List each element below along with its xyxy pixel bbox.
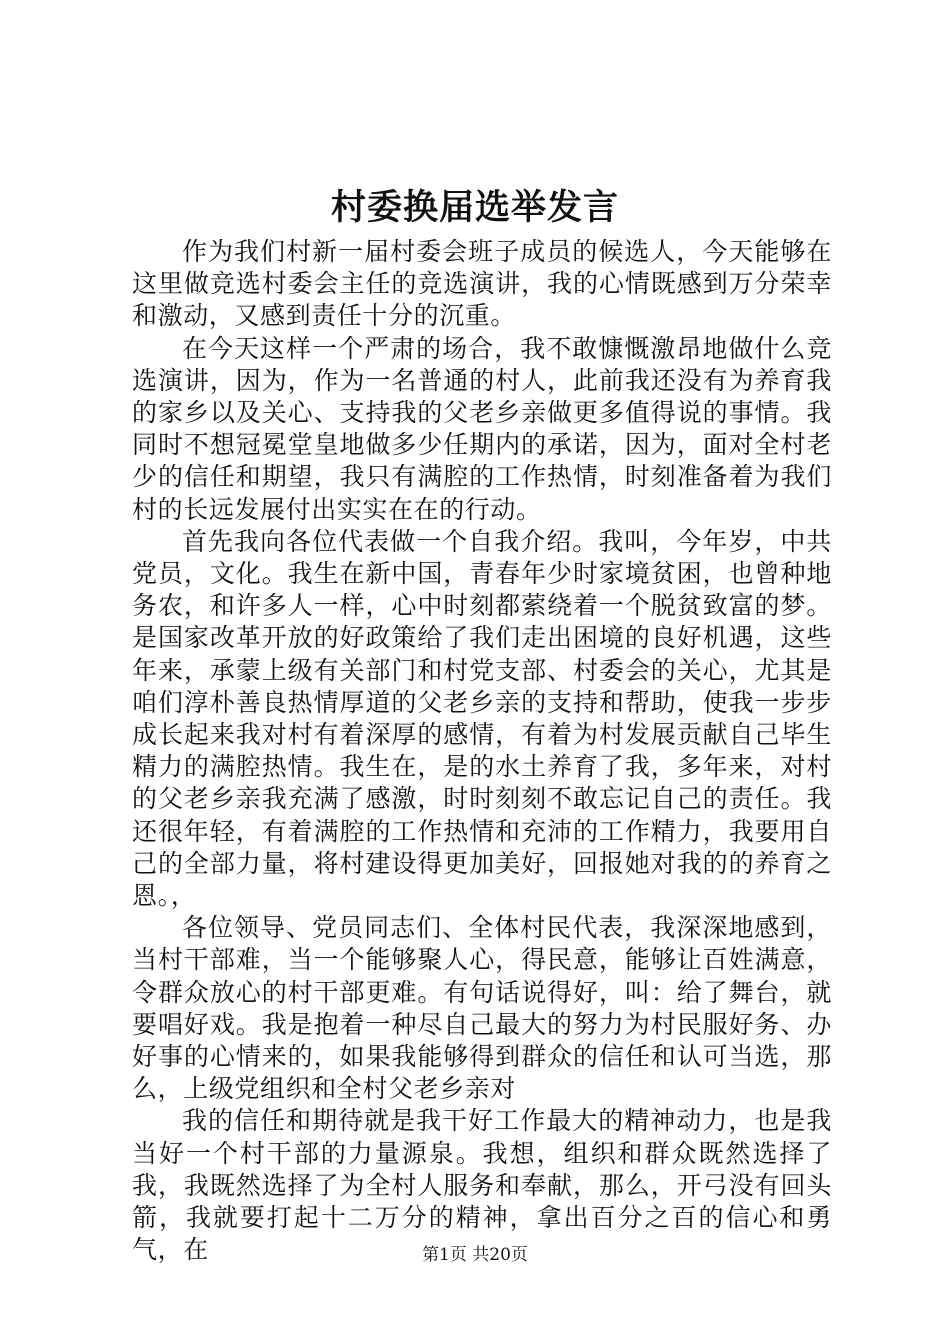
paragraph-1: 作为我们村新一届村委会班子成员的候选人，今天能够在这里做竞选村委会主任的竞选演讲，我的心情既感到万分荣幸和激动，又感到责任十分的沉重。	[132, 237, 832, 331]
document-title: 村委换届选举发言	[330, 187, 619, 228]
page-number-footer: 第1页 共20页	[422, 1245, 528, 1265]
paragraph-4: 各位领导、党员同志们、全体村民代表，我深深地感到，当村干部难，当一个能够聚人心，得民意，能够让百姓满意，令群众放心的村干部更难。有句话说得好，叫：给了舞台，就要唱好戏。我是抱着一种尽自己最大的努力为村民服好务、办好事的心情来的，如果我能够得到群众的信任和认可当选，那么，上级党组织和全村父老乡亲对	[132, 913, 832, 1104]
paragraph-5: 我的信任和期待就是我干好工作最大的精神动力，也是我当好一个村干部的力量源泉。我想，组织和群众既然选择了我，我既然选择了为全村人服务和奉献，那么，开弓没有回头箭，我就要打起十二万分的精神，拿出百分之百的信心和勇气，在	[132, 1106, 832, 1265]
paragraph-3: 首先我向各位代表做一个自我介绍。我叫，今年岁，中共党员，文化。我生在新中国，青春年少时家境贫困，也曾种地务农，和许多人一样，心中时刻都萦绕着一个脱贫致富的梦。是国家改革开放的好政策给了我们走出困境的良好机遇，这些年来，承蒙上级有关部门和村党支部、村委会的关心，尤其是咱们淳朴善良热情厚道的父老乡亲的支持和帮助，使我一步步成长起来我对村有着深厚的感情，有着为村发展贡献自己毕生精力的满腔热情。我生在，是的水土养育了我，多年来，对村的父老乡亲我充满了感激，时时刻刻不敢忘记自己的责任。我还很年轻，有着满腔的工作热情和充沛的工作精力，我要用自己的全部力量，将村建设得更加美好，回报她对我的的养育之恩。，	[132, 526, 832, 911]
paragraph-2: 在今天这样一个严肃的场合，我不敢慷慨激昂地做什么竞选演讲，因为，作为一名普通的村人，此前我还没有为养育我的家乡以及关心、支持我的父老乡亲做更多值得说的事情。我同时不想冠冕堂皇地做多少任期内的承诺，因为，面对全村老少的信任和期望，我只有满腔的工作热情，时刻准备着为我们村的长远发展付出实实在在的行动。	[132, 333, 832, 524]
document-body	[132, 236, 832, 1267]
